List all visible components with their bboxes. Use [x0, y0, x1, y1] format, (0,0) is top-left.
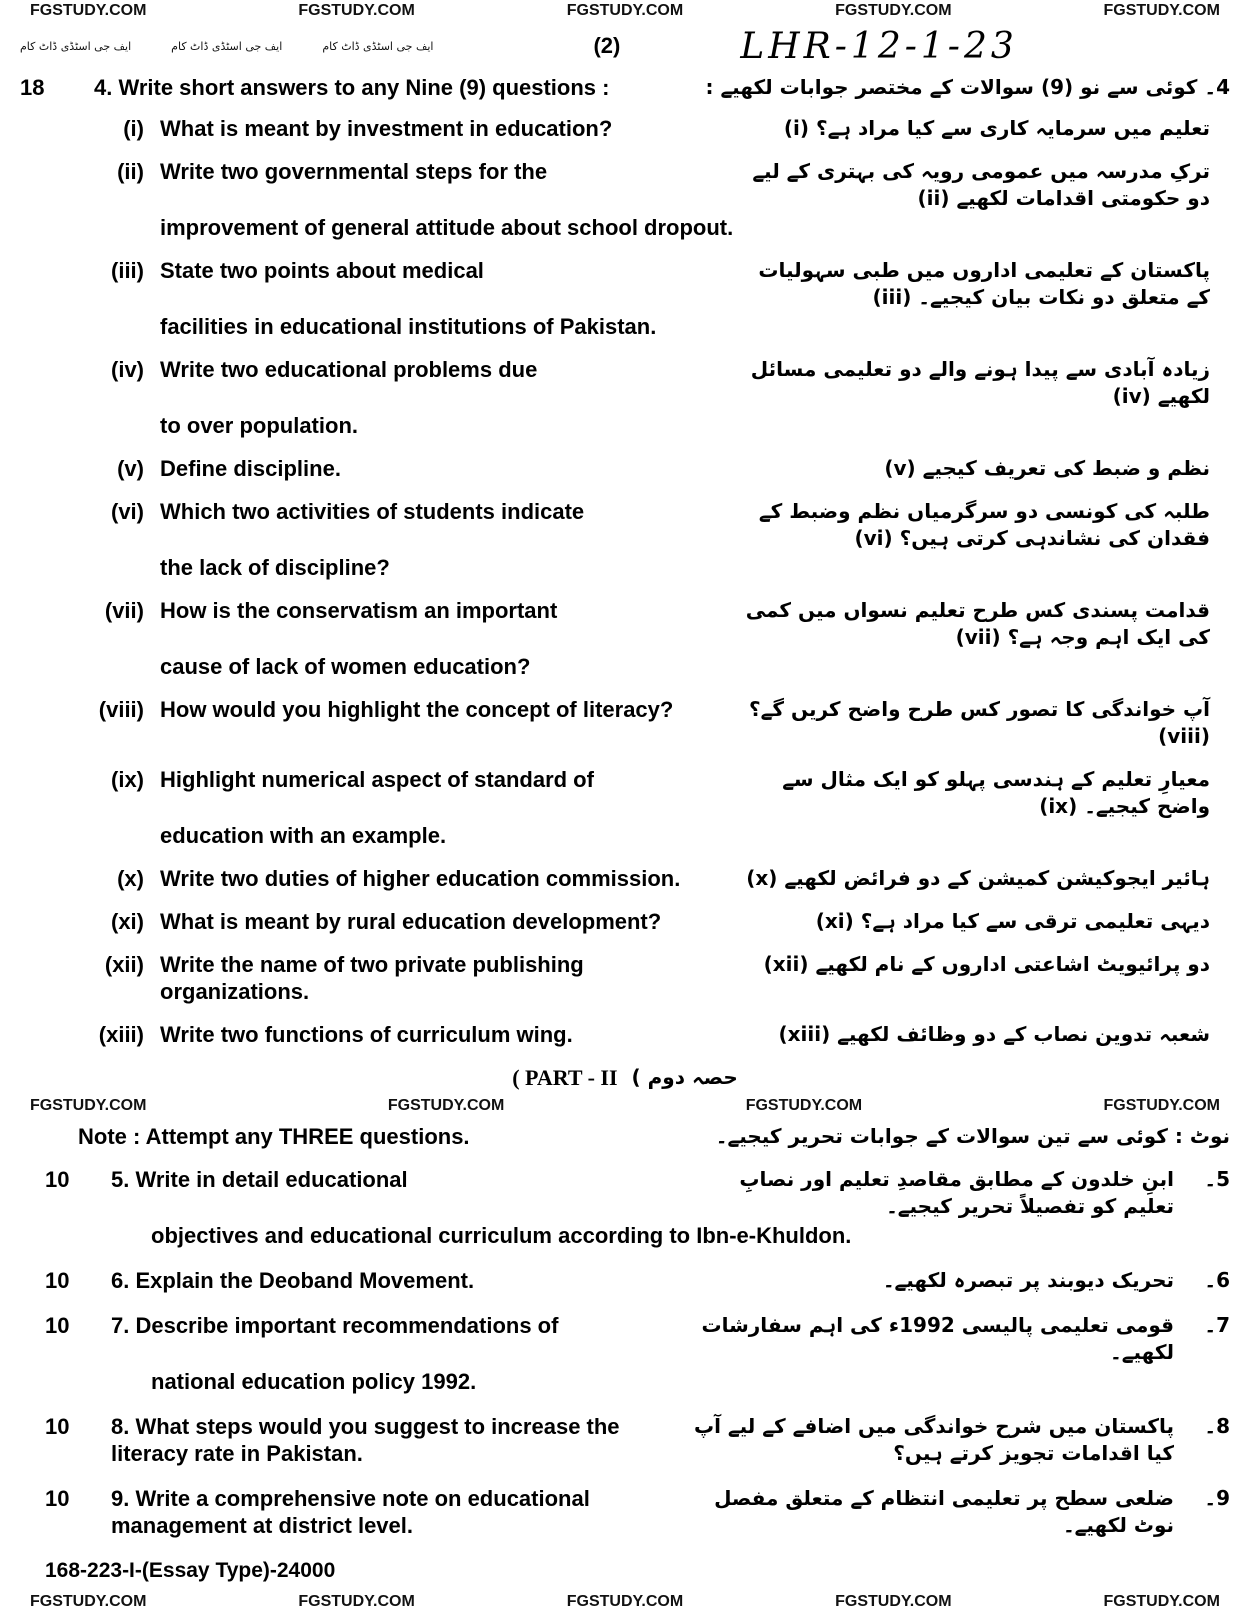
footer-code: 168-223-I-(Essay Type)-24000 [45, 1559, 336, 1582]
question-number-urdu: 8۔ [1204, 1414, 1230, 1438]
question-number-urdu: 9۔ [1204, 1486, 1230, 1510]
watermark: FGSTUDY.COM [387, 1097, 505, 1114]
question-text: 6. Explain the Deoband Movement. [111, 1268, 475, 1293]
question-item [80, 455, 1210, 482]
question-text: Write the name of two private publishing organizations. [160, 952, 584, 1004]
part-heading-urdu: حصہ دوم ) [631, 1065, 738, 1089]
watermark: FGSTUDY.COM [1103, 1593, 1220, 1610]
section-marks: 18 [20, 75, 45, 100]
watermark: FGSTUDY.COM [30, 2, 147, 19]
watermark: FGSTUDY.COM [566, 1593, 684, 1610]
question-text: Highlight numerical aspect of standard of [160, 767, 594, 792]
question-text: What is meant by investment in education? [160, 116, 613, 141]
question-number: (xii) [104, 952, 144, 977]
question-text-continued: improvement of general attitude about school dropout. [160, 215, 734, 240]
watermark-urdu: ایف جی اسٹڈی ڈاٹ کام [20, 39, 132, 53]
watermark-urdu: ایف جی اسٹڈی ڈاٹ کام [322, 39, 434, 53]
long-questions-list [20, 1166, 1230, 1539]
handwritten-code: LHR-12-1-23 [740, 25, 1018, 67]
question-text: Write two governmental steps for the [160, 159, 548, 184]
question-text: 9. Write a comprehensive note on educational management at district level. [111, 1486, 590, 1538]
question-item [80, 908, 1210, 935]
question-text: How would you highlight the concept of literacy? [160, 697, 674, 722]
question-item [80, 1021, 1210, 1048]
question-text-continued: to over population. [160, 413, 358, 438]
exam-paper-page [20, 0, 1230, 1613]
part-heading-row [20, 1064, 1230, 1091]
question-item [80, 356, 1210, 439]
page-number: (2) [593, 33, 621, 58]
question-number: (ix) [111, 767, 144, 792]
question-number: (iii) [111, 258, 144, 283]
question-item [80, 865, 1210, 892]
watermark: FGSTUDY.COM [1103, 2, 1220, 19]
question-number: (viii) [98, 697, 144, 722]
part-note-urdu: نوٹ : کوئی سے تین سوالات کے جوابات تحریر کیجیے۔ [715, 1124, 1230, 1148]
question-number: (v) [117, 456, 144, 481]
watermark-row [20, 1591, 1230, 1613]
question-text-continued: objectives and educational curriculum according to Ibn-e-Khuldon. [151, 1223, 852, 1248]
question-text-urdu: قدامت پسندی کس طرح تعلیم نسواں میں کمی کی ایک اہم وجہ ہے؟ (vii) [745, 598, 1210, 649]
question-marks: 10 [45, 1414, 70, 1439]
question-item [80, 766, 1210, 849]
question-text-urdu: شعبہ تدوین نصاب کے دو وظائف لکھیے (xiii) [778, 1022, 1210, 1046]
part-heading: ( PART - II [512, 1065, 618, 1090]
question-text-urdu: پاکستان کے تعلیمی اداروں میں طبی سہولیات کے متعلق دو نکات بیان کیجیے۔ (iii) [758, 258, 1210, 309]
question-text-urdu: ہائیر ایجوکیشن کمیشن کے دو فرائض لکھیے (x) [746, 866, 1210, 890]
watermark: FGSTUDY.COM [1103, 1097, 1220, 1114]
part-note: Note : Attempt any THREE questions. [78, 1124, 470, 1149]
question-number-urdu: 6۔ [1204, 1268, 1230, 1292]
section-a-title-row [20, 74, 1230, 101]
question-number: (vii) [104, 598, 144, 623]
question-item [80, 257, 1210, 340]
question-text: Write two duties of higher education commission. [160, 866, 681, 891]
question-text: Which two activities of students indicate [160, 499, 585, 524]
part-note-row [78, 1123, 1230, 1150]
long-question-item [45, 1267, 1230, 1294]
question-text-continued: the lack of discipline? [160, 555, 390, 580]
question-text: Write two educational problems due [160, 357, 538, 382]
question-number: (vi) [111, 499, 144, 524]
question-text-urdu: قومی تعلیمی پالیسی 1992ء کی اہم سفارشات لکھیے۔ [701, 1313, 1174, 1364]
question-text-urdu: نظم و ضبط کی تعریف کیجیے (v) [884, 456, 1210, 480]
question-text: How is the conservatism an important [160, 598, 558, 623]
question-marks: 10 [45, 1486, 70, 1511]
question-item [80, 696, 1210, 750]
long-question-item [45, 1312, 1230, 1395]
question-number-urdu: 5۔ [1204, 1167, 1230, 1191]
question-number: (x) [117, 866, 144, 891]
question-text: State two points about medical [160, 258, 484, 283]
question-text-urdu: تعلیم میں سرمایہ کاری سے کیا مراد ہے؟ (i) [783, 116, 1210, 140]
question-text-urdu: ترکِ مدرسہ میں عمومی رویہ کی بہتری کے لیے دو حکومتی اقدامات لکھیے (ii) [752, 159, 1210, 210]
question-item [80, 597, 1210, 680]
question-text-urdu: دو پرائیویٹ اشاعتی اداروں کے نام لکھیے (xii) [763, 952, 1210, 976]
question-item [80, 158, 1210, 241]
question-text-urdu: دیہی تعلیمی ترقی سے کیا مراد ہے؟ (xi) [815, 909, 1210, 933]
question-text-continued: education with an example. [160, 823, 447, 848]
watermark-urdu: ایف جی اسٹڈی ڈاٹ کام [171, 39, 283, 53]
question-text-urdu: تحریک دیوبند پر تبصرہ لکھیے۔ [882, 1268, 1174, 1292]
question-text-urdu: پاکستان میں شرح خواندگی میں اضافے کے لیے آپ کیا اقدامات تجویز کرتے ہیں؟ [694, 1414, 1174, 1465]
watermark-row [20, 1095, 1230, 1117]
question-text-continued: national education policy 1992. [151, 1369, 477, 1394]
watermark: FGSTUDY.COM [566, 2, 684, 19]
watermark-row [20, 0, 1230, 22]
watermark: FGSTUDY.COM [30, 1593, 147, 1610]
long-question-item [45, 1485, 1230, 1539]
question-marks: 10 [45, 1268, 70, 1293]
question-text: 8. What steps would you suggest to increase the literacy rate in Pakistan. [111, 1414, 620, 1466]
question-item [80, 951, 1210, 1005]
watermark: FGSTUDY.COM [835, 1593, 952, 1610]
question-text-continued: cause of lack of women education? [160, 654, 531, 679]
question-marks: 10 [45, 1167, 70, 1192]
question-text-continued: facilities in educational institutions of Pakistan. [160, 314, 657, 339]
page-header [20, 22, 1230, 70]
question-marks: 10 [45, 1313, 70, 1338]
section-title-urdu: 4۔ کوئی سے نو (9) سوالات کے مختصر جوابات لکھیے : [705, 75, 1230, 99]
question-number: (i) [123, 116, 144, 141]
question-number-urdu: 7۔ [1204, 1313, 1230, 1337]
short-questions-list [20, 115, 1230, 1048]
watermark: FGSTUDY.COM [835, 2, 952, 19]
question-text: 5. Write in detail educational [111, 1167, 408, 1192]
question-number: (ii) [117, 159, 144, 184]
question-text-urdu: ابنِ خلدون کے مطابق مقاصدِ تعلیم اور نصابِ تعلیم کو تفصیلاً تحریر کیجیے۔ [739, 1167, 1174, 1218]
question-text-urdu: ضلعی سطح پر تعلیمی انتظام کے متعلق مفصل نوٹ لکھیے۔ [714, 1486, 1174, 1537]
question-item [80, 498, 1210, 581]
question-text: 7. Describe important recommendations of [111, 1313, 559, 1338]
question-number: (iv) [111, 357, 144, 382]
question-number: (xi) [111, 909, 144, 934]
question-text-urdu: آپ خواندگی کا تصور کس طرح واضح کریں گے؟ (viii) [749, 697, 1210, 748]
watermark: FGSTUDY.COM [745, 1097, 863, 1114]
long-question-item [45, 1166, 1230, 1249]
question-text: Define discipline. [160, 456, 341, 481]
watermark: FGSTUDY.COM [298, 1593, 415, 1610]
section-title: 4. Write short answers to any Nine (9) questions : [94, 75, 610, 100]
question-text-urdu: زیادہ آبادی سے پیدا ہونے والے دو تعلیمی مسائل لکھیے (iv) [750, 357, 1210, 408]
watermark: FGSTUDY.COM [298, 2, 415, 19]
question-number: (xiii) [98, 1022, 144, 1047]
question-text: Write two functions of curriculum wing. [160, 1022, 573, 1047]
question-text: What is meant by rural education development? [160, 909, 662, 934]
question-item [80, 115, 1210, 142]
long-question-item [45, 1413, 1230, 1467]
question-text-urdu: طلبہ کی کونسی دو سرگرمیاں نظم وضبط کے فقدان کی نشاندہی کرتی ہیں؟ (vi) [758, 499, 1210, 550]
watermark: FGSTUDY.COM [30, 1097, 147, 1114]
question-text-urdu: معیارِ تعلیم کے ہندسی پہلو کو ایک مثال سے واضح کیجیے۔ (ix) [782, 767, 1210, 818]
